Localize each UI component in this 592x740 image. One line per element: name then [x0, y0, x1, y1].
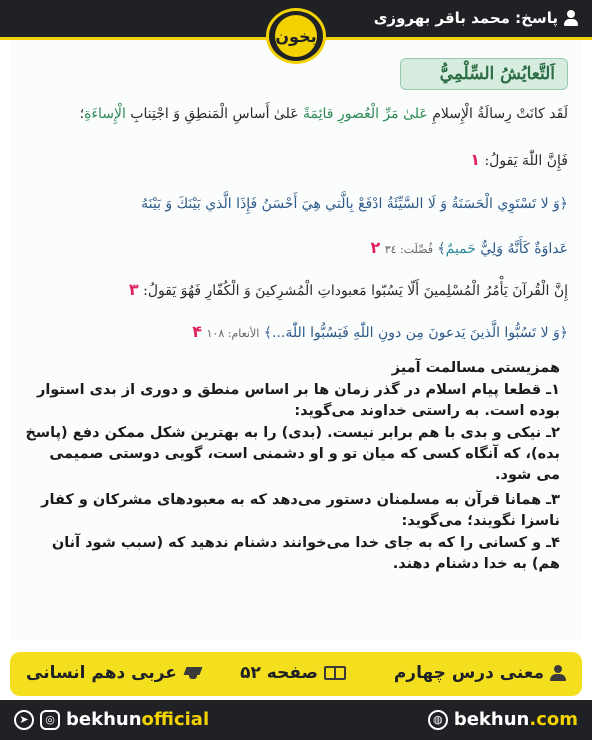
- translation-paragraph-2: ۲ـ نیکی و بدی با هم برابر نیست. (بدی) را به بهترین شکل ممکن دفع (پاسخ بده)، که آنگاه کسی که میان تو و او دشمنی است، گویی دوستی صمیمی می شود.: [25, 425, 560, 483]
- website-text[interactable]: [454, 709, 578, 730]
- globe-icon: ◍: [428, 710, 448, 730]
- book-text: عربی دهم انسانی: [26, 663, 177, 683]
- translation-paragraph-3: ۳ـ همانا قرآن به مسلمنان دستور می‌دهد که به معبودهای مشرکان و کفار ناسزا نگویند؛ می‌گوید:: [41, 492, 560, 529]
- sentence-number: ۱: [470, 150, 480, 169]
- bottom-social-bar: [0, 700, 592, 740]
- lesson-label: [394, 663, 566, 683]
- arabic-highlight: عَلىٰ مَرِّ الْعُصورِ قائِمَةً: [303, 106, 428, 122]
- sentence-number: ۳: [128, 280, 139, 299]
- arabic-title-box: [400, 58, 568, 90]
- arabic-text: ؛: [79, 106, 85, 122]
- arabic-title: اَلتَّعايُشُ السِّلْمِيُّ: [439, 64, 555, 84]
- book-label: [26, 663, 203, 683]
- social-handle[interactable]: [14, 709, 209, 730]
- translation-title: همزیستی مسالمت آمیز: [391, 360, 560, 376]
- verse-text: عَداوَةٌ كَأَنَّهُ وَلِيٌّ: [475, 241, 568, 257]
- translation-paragraph-1: ۱ـ قطعا پیام اسلام در گذر زمان ها بر اساس منطق و دوری از بدی استوار بوده است. به راستی خداوند می‌گوید:: [36, 382, 560, 419]
- footer-info-bar: [10, 652, 582, 696]
- answerer: [374, 9, 578, 27]
- verse-reference: فُصِّلَت: ٣٤: [384, 243, 433, 256]
- verse-text: ﴿وَ لا تَسُبُّوا الَّذينَ يَدعونَ مِن دونِ اللّٰهِ فَيَسُبُّوا اللّٰهَ...﴾: [263, 325, 568, 341]
- handle-part: bekhun: [66, 709, 142, 730]
- telegram-icon[interactable]: ➤: [14, 710, 34, 730]
- page-label: [240, 663, 346, 683]
- book-icon: [324, 666, 346, 680]
- verse-text: ﴿وَ لا تَسْتَوِي الْحَسَنَةُ وَ لَا السَّيِّئَةُ ادْفَعْ بِالَّتي هِيَ أَحْسَنُ فَإِذَا الَّذي بَيْنَكَ وَ بَيْنَهُ: [141, 196, 568, 212]
- verse-reference: الأنعام: ١٠٨: [206, 327, 260, 340]
- arabic-text: إِنَّ الْقُرآنَ يَأْمُرُ الْمُسْلِمينَ أَلّا يَسُبّوا مَعبوداتِ الْمُشرِكينَ وَ الْكُفّارِ فَهُوَ يَقولُ:: [143, 283, 568, 299]
- arabic-line-4: [24, 238, 568, 257]
- site-part-accent: .com: [529, 709, 578, 730]
- sentence-number: ۲: [370, 238, 381, 257]
- handle-text[interactable]: [66, 709, 209, 730]
- arabic-text: فَإِنَّ اللّٰهَ يَقولُ:: [484, 153, 568, 169]
- graduation-cap-icon: [183, 667, 203, 679]
- arabic-line-1: [24, 106, 568, 122]
- site-part: bekhun: [453, 709, 530, 730]
- translation-paragraph-4: ۴ـ و کسانی را که به جای خدا می‌خوانند دشنام ندهید که (سبب شود آنان هم) به خدا دشنام دهند.: [51, 535, 560, 572]
- verse-text: ﴾: [437, 241, 446, 257]
- arabic-text: لَقَد كانَتْ رِسالَةُ الْإِسلامِ: [427, 106, 568, 122]
- user-icon: [564, 10, 578, 26]
- website-link[interactable]: [428, 709, 578, 730]
- sentence-number: ۴: [192, 322, 203, 341]
- lesson-text: معنی درس چهارم: [393, 663, 544, 683]
- document-page: [10, 40, 582, 640]
- arabic-line-3: [24, 196, 568, 212]
- bekhun-logo: [266, 8, 326, 64]
- logo-text: بخون: [275, 15, 317, 57]
- arabic-text: عَلىٰ أَساسِ الْمَنطِقِ وَ اجْتِنابِ: [125, 106, 304, 122]
- arabic-line-2: [24, 150, 568, 169]
- answerer-text: پاسخ: محمد باقر بهروزی: [373, 9, 558, 27]
- person-icon: [550, 665, 566, 681]
- handle-part-accent: official: [141, 709, 210, 730]
- verse-highlight: حَميمٌ: [445, 241, 476, 257]
- arabic-line-5: [24, 280, 568, 299]
- page-text: صفحه ۵۲: [240, 663, 318, 683]
- instagram-icon[interactable]: ◎: [40, 710, 60, 730]
- arabic-highlight: الْإِساءَةِ: [84, 106, 126, 122]
- arabic-line-6: [24, 322, 568, 341]
